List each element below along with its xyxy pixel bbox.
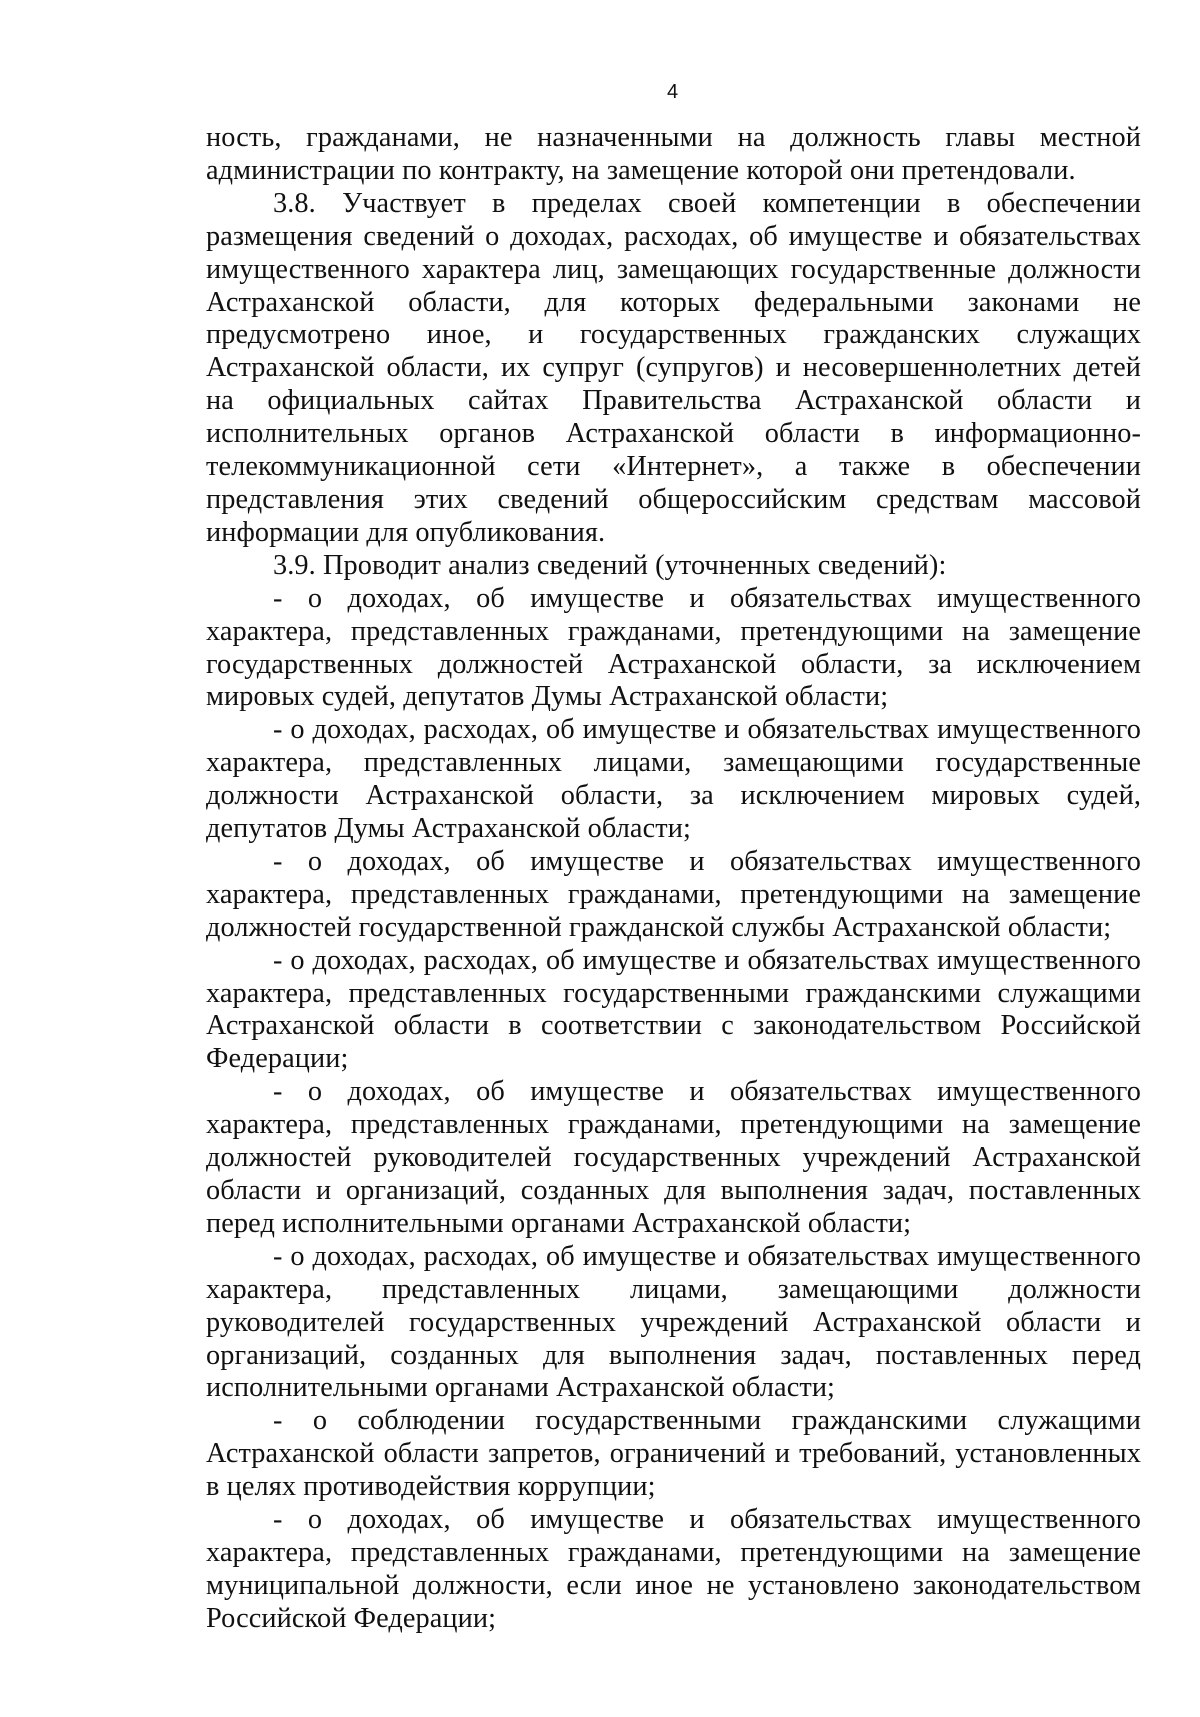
list-item: - о доходах, расходах, об имуществе и обязательствах имущественного характера, представленных лицами, замещающими государственные должности Астраханской области, за исключением мировых судей, депутатов Думы Астраханской области;	[206, 714, 1141, 845]
list-item: - о доходах, об имуществе и обязательствах имущественного характера, представленных гражданами, претендующими на замещение государственных должностей Астраханской области, за исключением мировых судей, депутатов Думы Астраханской области;	[206, 582, 1141, 713]
list-item: - о доходах, об имуществе и обязательствах имущественного характера, представленных гражданами, претендующими на замещение должностей государственной гражданской службы Астраханской области;	[206, 845, 1141, 943]
list-item: - о соблюдении государственными гражданскими служащими Астраханской области запретов, ограничений и требований, установленных в целях противодействия коррупции;	[206, 1405, 1141, 1503]
page-number: 4	[666, 81, 679, 103]
paragraph-3-9: 3.9. Проводит анализ сведений (уточненных сведений):	[273, 549, 947, 581]
document-body	[206, 122, 1141, 1636]
list-item: - о доходах, расходах, об имуществе и обязательствах имущественного характера, представленных государственными гражданскими служащими Астраханской области в соответствии с законодательством Российской Федерации;	[206, 944, 1141, 1075]
list-item: - о доходах, об имуществе и обязательствах имущественного характера, представленных гражданами, претендующими на замещение должностей руководителей государственных учреждений Астраханской области и организаций, созданных для выполнения задач, поставленных перед исполнительными органами Астраханской области;	[206, 1076, 1141, 1239]
list-item: - о доходах, расходах, об имуществе и обязательствах имущественного характера, представленных лицами, замещающими должности руководителей государственных учреждений Астраханской области и организаций, созданных для выполнения задач, поставленных перед исполнительными органами Астраханской области;	[206, 1240, 1141, 1404]
paragraph-3-8: 3.8. Участвует в пределах своей компетенции в обеспечении размещения сведений о доходах, расходах, об имуществе и обязательствах имущественного характера лиц, замещающих государственные должности Астраханской области, для которых федеральными законами не предусмотрено иное, и государственных гражданских служащих Астраханской области, их супруг (супругов) и несовершеннолетних детей на официальных сайтах Правительства Астраханской области и исполнительных органов Астраханской области в информационно-телекоммуникационной сети «Интернет», а также в обеспечении представления этих сведений общероссийским средствам массовой информации для опубликования.	[206, 187, 1141, 548]
paragraph-continuation: ность, гражданами, не назначенными на должность главы местной администрации по контракту, на замещение которой они претендовали.	[206, 122, 1141, 186]
list-item: - о доходах, об имуществе и обязательствах имущественного характера, представленных гражданами, претендующими на замещение муниципальной должности, если иное не установлено законодательством Российской Федерации;	[206, 1504, 1141, 1634]
